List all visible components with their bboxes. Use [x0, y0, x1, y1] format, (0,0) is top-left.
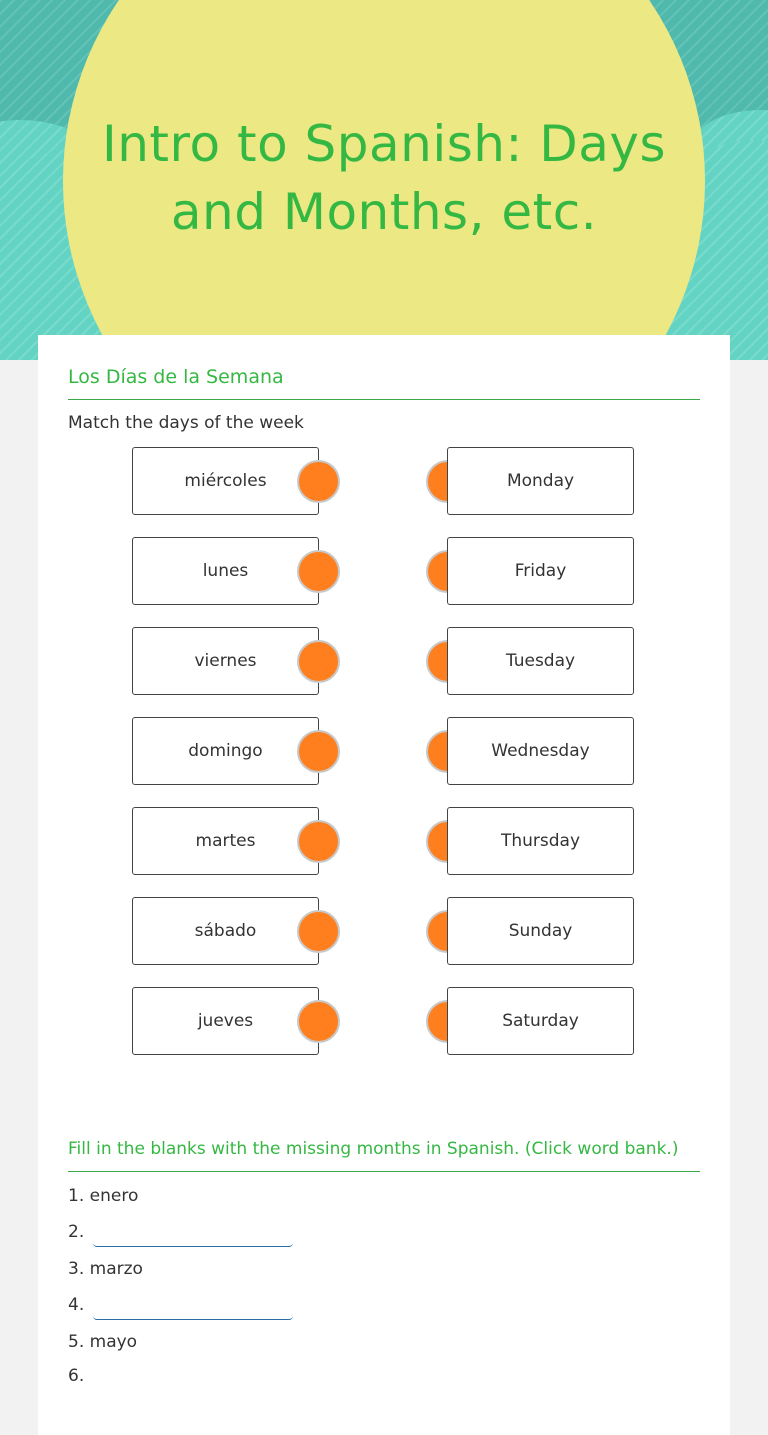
- match-right-item[interactable]: [447, 537, 634, 605]
- worksheet-card: [38, 335, 730, 1435]
- match-left-item[interactable]: [132, 717, 319, 785]
- connector-dot-left[interactable]: [297, 820, 340, 863]
- month-item-number: 1.: [68, 1186, 85, 1206]
- match-right-item[interactable]: [447, 627, 634, 695]
- page-title: Intro to Spanish: Days and Months, etc.: [101, 115, 667, 241]
- match-right-item[interactable]: [447, 897, 634, 965]
- month-item: [68, 1332, 137, 1352]
- match-left-item[interactable]: [132, 807, 319, 875]
- match-right-label: Wednesday: [491, 741, 590, 761]
- month-item: [68, 1366, 84, 1386]
- match-left-label: martes: [195, 831, 256, 851]
- match-right-label: Tuesday: [505, 651, 576, 671]
- match-right-label: Sunday: [508, 921, 573, 941]
- match-left-item[interactable]: [132, 447, 319, 515]
- month-item-number: 6.: [68, 1366, 85, 1386]
- match-right-item[interactable]: [447, 987, 634, 1055]
- month-item-number: 2.: [68, 1222, 85, 1242]
- match-left-item[interactable]: [132, 987, 319, 1055]
- match-right-label: Monday: [506, 471, 575, 491]
- match-left-label: lunes: [202, 561, 249, 581]
- connector-dot-left[interactable]: [297, 460, 340, 503]
- connector-dot-left[interactable]: [297, 550, 340, 593]
- month-item: [68, 1186, 138, 1206]
- month-item-number: 5.: [68, 1332, 85, 1352]
- month-item-text: enero: [89, 1186, 139, 1206]
- match-left-label: sábado: [194, 921, 257, 941]
- month-item: [68, 1222, 84, 1242]
- connector-dot-left[interactable]: [297, 730, 340, 773]
- match-right-item[interactable]: [447, 807, 634, 875]
- month-item-text: mayo: [89, 1332, 138, 1352]
- match-left-label: domingo: [188, 741, 263, 761]
- connector-dot-left[interactable]: [297, 910, 340, 953]
- month-item: [68, 1259, 143, 1279]
- match-right-item[interactable]: [447, 447, 634, 515]
- match-right-label: Friday: [514, 561, 567, 581]
- month-item-text: marzo: [89, 1259, 143, 1279]
- match-right-item[interactable]: [447, 717, 634, 785]
- match-left-item[interactable]: [132, 627, 319, 695]
- month-item-number: 3.: [68, 1259, 85, 1279]
- match-left-label: viernes: [194, 651, 257, 671]
- match-left-item[interactable]: [132, 537, 319, 605]
- match-right-label: Saturday: [502, 1011, 579, 1031]
- match-left-label: miércoles: [184, 471, 267, 491]
- instruction-match-days: Match the days of the week: [68, 413, 304, 433]
- match-left-label: jueves: [197, 1011, 254, 1031]
- month-item-number: 4.: [68, 1295, 85, 1315]
- month-blank-input[interactable]: [93, 1300, 293, 1320]
- connector-dot-left[interactable]: [297, 640, 340, 683]
- month-item: [68, 1295, 84, 1315]
- match-right-label: Thursday: [500, 831, 581, 851]
- connector-dot-left[interactable]: [297, 1000, 340, 1043]
- month-blank-input[interactable]: [93, 1227, 293, 1247]
- match-left-item[interactable]: [132, 897, 319, 965]
- section-heading-months: Fill in the blanks with the missing months in Spanish. (Click word bank.): [68, 1135, 700, 1172]
- section-heading-days: Los Días de la Semana: [68, 363, 700, 400]
